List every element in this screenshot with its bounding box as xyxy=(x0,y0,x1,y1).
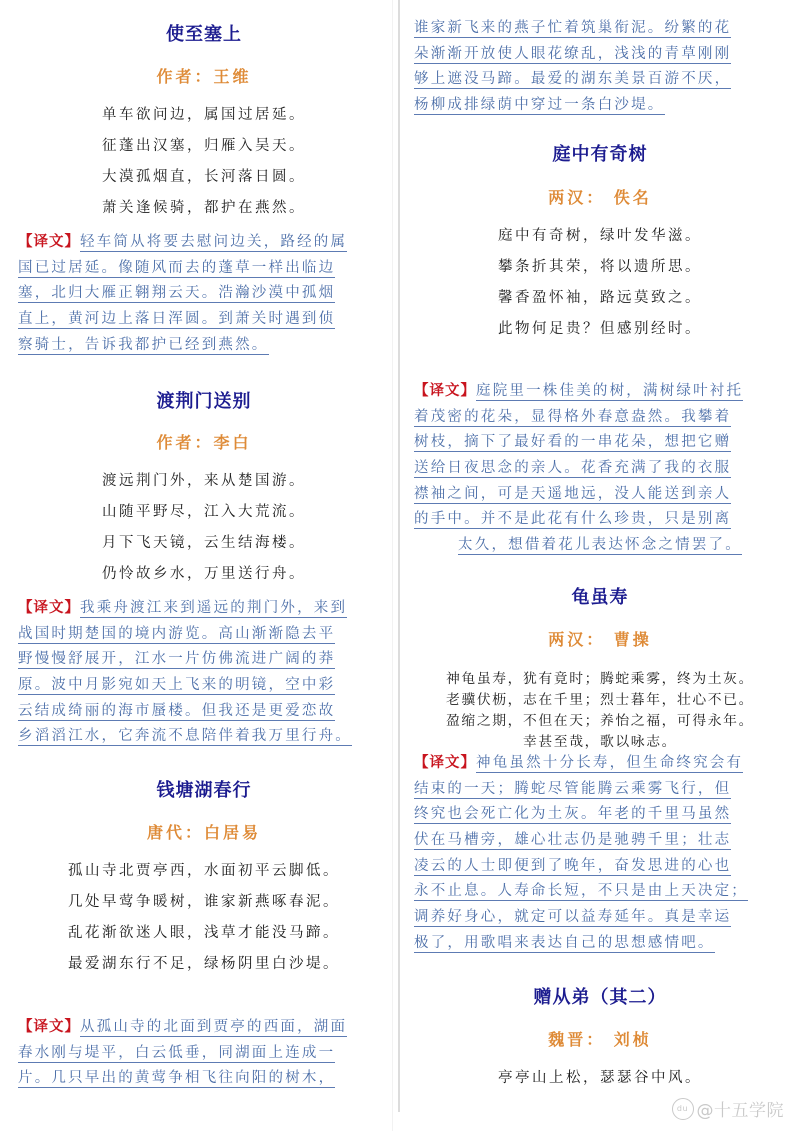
poem-title: 龟虽寿 xyxy=(571,587,629,608)
translation-line: 春水刚与堤平，白云低垂，同湖面上连成一 xyxy=(18,1044,336,1061)
translation-tag: 【译文】 xyxy=(18,600,80,616)
poem-line: 最爱湖东行不足，绿杨阴里白沙堤。 xyxy=(68,956,340,972)
translation-block xyxy=(414,379,786,559)
translation-line: 终究也会死亡化为土灰。年老的千里马虽然 xyxy=(414,806,732,823)
translation-tag: 【译文】 xyxy=(414,755,476,771)
translation-line: 【译文】从孤山寺的北面到贾亭的西面，湖面 xyxy=(18,1019,348,1035)
translation-line: 【译文】庭院里一株佳美的树，满树绿叶衬托 xyxy=(414,383,744,399)
translation-line: 凌云的人士即便到了晚年，奋发思进的心也 xyxy=(414,857,732,874)
translation-line: 塞，北归大雁正翱翔云天。浩瀚沙漠中孤烟 xyxy=(18,285,336,302)
poem-line: 月下飞天镜，云生结海楼。 xyxy=(102,535,306,551)
translation-tag: 【译文】 xyxy=(18,1019,80,1035)
poem-author: 作者：王维 xyxy=(156,67,252,86)
watermark xyxy=(672,1096,785,1121)
translation-line: 朵渐渐开放使人眼花缭乱，浅浅的青草刚刚 xyxy=(414,45,732,62)
translation-line: 永不止息。人寿命长短，不只是由上天决定； xyxy=(414,883,748,900)
translation-line: 树枝，摘下了最好看的一串花朵，想把它赠 xyxy=(414,434,732,451)
poem-line: 山随平野尽，江入大荒流。 xyxy=(102,504,306,520)
translation-line: 云结成绮丽的海市蜃楼。但我还是更爱恋故 xyxy=(18,702,336,719)
poem-author: 两汉： 佚名 xyxy=(548,188,652,207)
translation-line: 的手中。并不是此花有什么珍贵，只是别离 xyxy=(414,511,732,528)
poem-line: 攀条折其荣，将以遗所思。 xyxy=(498,259,702,275)
poem-line: 馨香盈怀袖，路远莫致之。 xyxy=(498,290,702,306)
poem-line: 大漠孤烟直，长河落日圆。 xyxy=(102,169,306,185)
translation-tag: 【译文】 xyxy=(18,234,80,250)
poem-line: 此物何足贵？但感别经时。 xyxy=(498,321,702,337)
poem-line: 孤山寺北贾亭西，水面初平云脚低。 xyxy=(68,863,340,879)
translation-line: 结束的一天；腾蛇尽管能腾云乘雾飞行，但 xyxy=(414,780,732,797)
column-divider xyxy=(398,0,400,1112)
poem-line: 渡远荆门外，来从楚国游。 xyxy=(102,473,306,489)
translation-line: 伏在马槽旁，雄心壮志仍是驰骋千里；壮志 xyxy=(414,832,732,849)
translation-line: 调养好身心，就定可以益寿延年。真是幸运 xyxy=(414,909,732,926)
poem-author: 魏晋： 刘桢 xyxy=(548,1030,652,1049)
translation-line: 察骑士，告诉我都护已经到燕然。 xyxy=(18,336,269,353)
translation-line: 极了，用歌唱来表达自己的思想感情吧。 xyxy=(414,934,715,951)
translation-line: 【译文】神龟虽然十分长寿，但生命终究会有 xyxy=(414,755,744,771)
watermark-text: @十五学院 xyxy=(696,1101,784,1121)
poem-line: 萧关逢候骑，都护在燕然。 xyxy=(102,200,306,216)
translation-line: 乡滔滔江水，它奔流不息陪伴着我万里行舟。 xyxy=(18,728,352,745)
translation-line: 战国时期楚国的境内游览。高山渐渐隐去平 xyxy=(18,625,336,642)
translation-line: 送给日夜思念的亲人。花香充满了我的衣服 xyxy=(414,460,732,477)
poem-line: 盈缩之期，不但在天；养怡之福，可得永年。 xyxy=(446,713,754,729)
poem-line: 几处早莺争暖树，谁家新燕啄春泥。 xyxy=(68,894,340,910)
poem-title: 渡荆门送别 xyxy=(156,391,252,412)
translation-line: 国已过居延。像随风而去的蓬草一样出临边 xyxy=(18,259,336,276)
translation-line: 够上遮没马蹄。最爱的湖东美景百游不厌， xyxy=(414,71,732,88)
translation-line: 直上，黄河边上落日浑圆。到萧关时遇到侦 xyxy=(18,311,336,328)
poem-line: 亭亭山上松，瑟瑟谷中风。 xyxy=(498,1070,702,1086)
paw-logo-icon: du xyxy=(672,1098,694,1120)
translation-line: 着茂密的花朵，显得格外春意盎然。我攀着 xyxy=(414,408,732,425)
poem-line: 神龟虽寿，犹有竟时；腾蛇乘雾，终为土灰。 xyxy=(446,671,754,687)
poem-title: 使至塞上 xyxy=(166,24,242,45)
poem-title: 钱塘湖春行 xyxy=(156,780,252,801)
poem-line: 庭中有奇树，绿叶发华滋。 xyxy=(498,228,702,244)
translation-block xyxy=(18,230,390,358)
translation-block xyxy=(414,751,786,957)
translation-line: 襟袖之间，可是天遥地远，没人能送到亲人 xyxy=(414,485,732,502)
translation-line: 【译文】轻车简从将要去慰问边关，路经的属 xyxy=(18,234,348,250)
translation-block xyxy=(18,1015,390,1092)
poem-author: 两汉： 曹操 xyxy=(548,630,652,649)
translation-tag: 【译文】 xyxy=(414,383,476,399)
translation-line: 【译文】我乘舟渡江来到遥远的荆门外，来到 xyxy=(18,600,348,616)
translation-line: 野慢慢舒展开，江水一片仿佛流进广阔的莽 xyxy=(18,651,336,668)
page-edge xyxy=(392,0,393,1131)
translation-line: 杨柳成排绿荫中穿过一条白沙堤。 xyxy=(414,97,665,114)
poem-line: 仍怜故乡水，万里送行舟。 xyxy=(102,566,306,582)
poem-author: 作者：李白 xyxy=(156,433,252,452)
poem-line: 老骥伏枥，志在千里；烈士暮年，壮心不已。 xyxy=(446,692,754,708)
poem-line: 征蓬出汉塞，归雁入吴天。 xyxy=(102,138,306,154)
translation-block-continued xyxy=(414,16,786,119)
translation-line: 原。波中月影宛如天上飞来的明镜，空中彩 xyxy=(18,677,336,694)
poem-line: 乱花渐欲迷人眼，浅草才能没马蹄。 xyxy=(68,925,340,941)
poem-line: 幸甚至哉，歌以咏志。 xyxy=(523,734,677,750)
translation-line: 片。几只早出的黄莺争相飞往向阳的树木， xyxy=(18,1070,336,1087)
poem-line: 单车欲问边，属国过居延。 xyxy=(102,107,306,123)
translation-line: 谁家新飞来的燕子忙着筑巢衔泥。纷繁的花 xyxy=(414,20,732,36)
poem-title: 赠从弟（其二） xyxy=(533,987,667,1008)
translation-block xyxy=(18,596,390,750)
translation-line: 太久，想借着花儿表达怀念之情罢了。 xyxy=(458,537,742,554)
poem-title: 庭中有奇树 xyxy=(552,144,648,165)
poem-author: 唐代：白居易 xyxy=(146,823,261,842)
